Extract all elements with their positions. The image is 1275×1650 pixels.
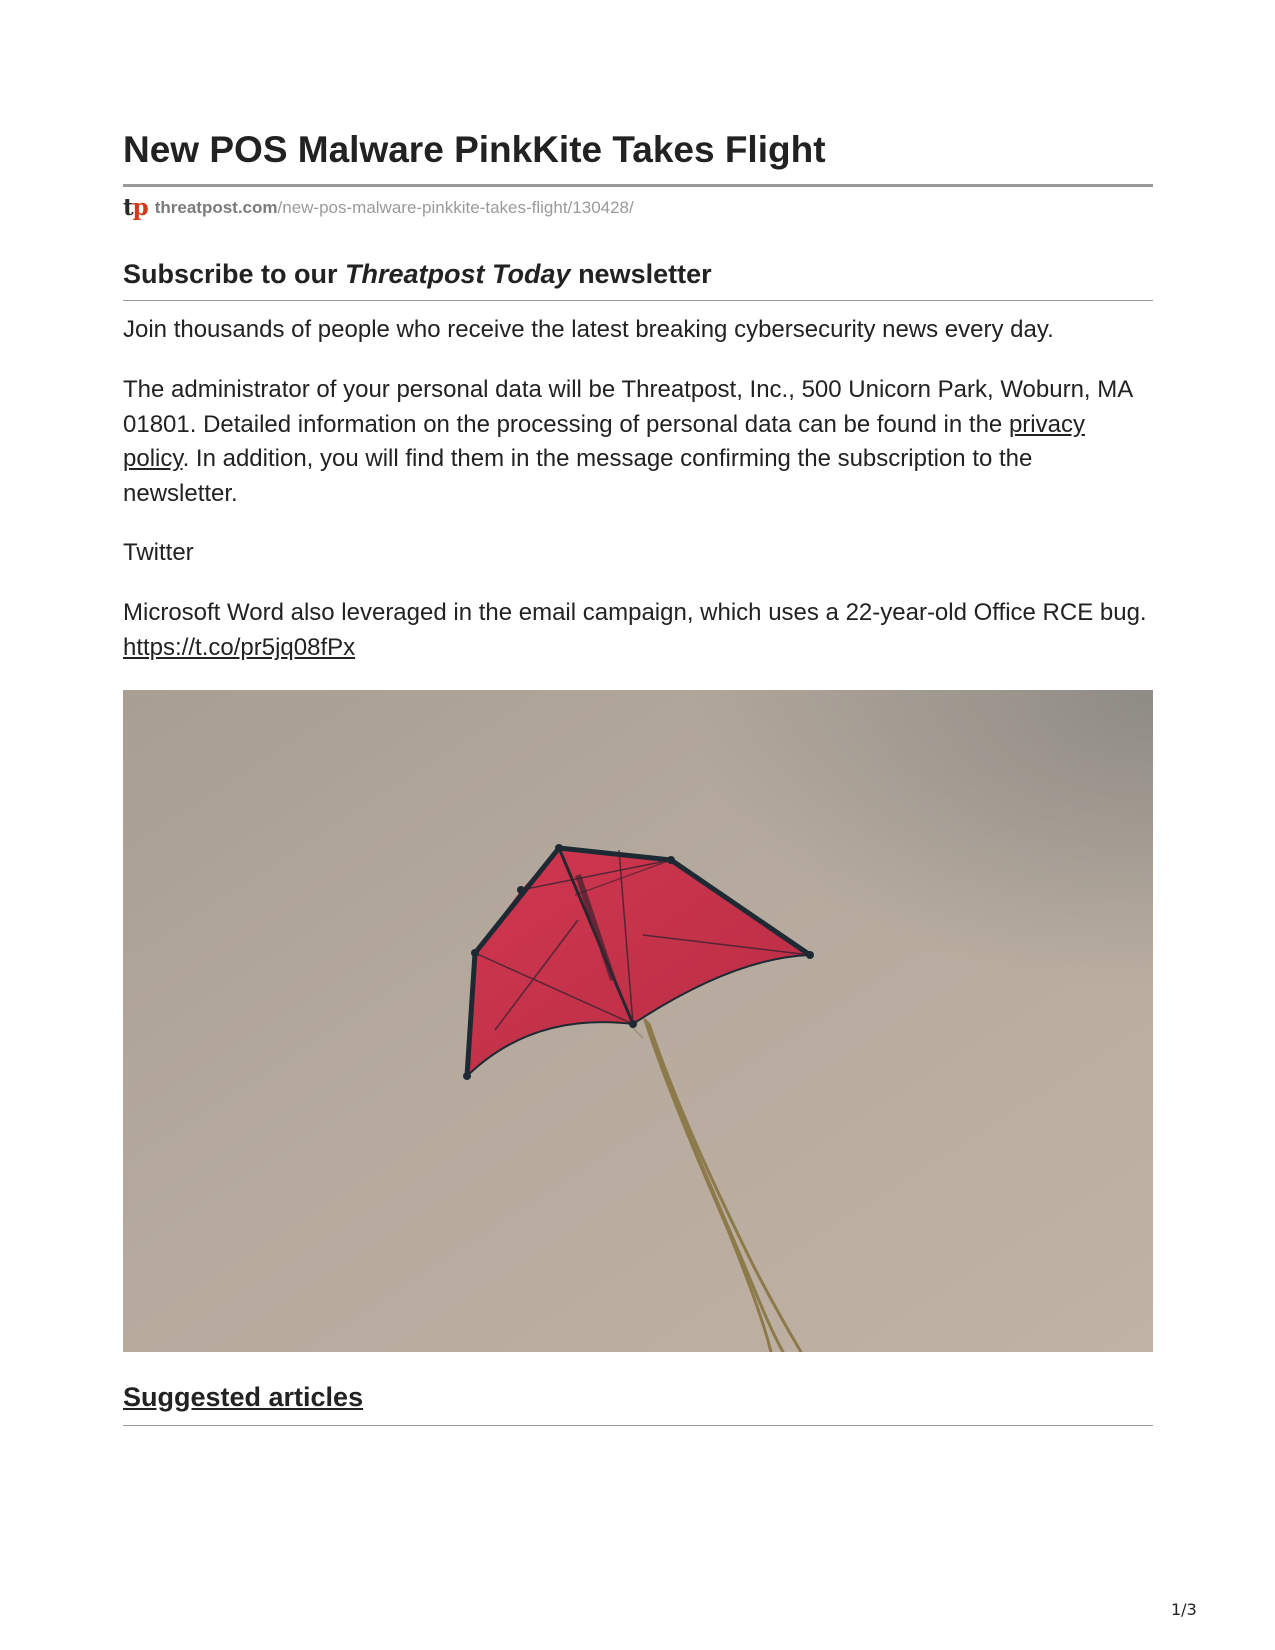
privacy-policy-link[interactable]: privacy policy (123, 410, 1085, 472)
title-divider (123, 184, 1153, 187)
source-url[interactable] (123, 195, 634, 221)
suggested-divider (123, 1425, 1153, 1426)
tweet-link[interactable]: https://t.co/pr5jq08fPx (123, 633, 356, 661)
twitter-label: Twitter (123, 539, 194, 566)
newsletter-heading (123, 257, 712, 291)
newsletter-heading-suffix: newsletter (570, 259, 712, 289)
privacy-paragraph: The administrator of your personal data will be Threatpost, Inc., 500 Unicorn Park, Woburn, MA 01801. Detailed information on the processing of personal data can be found in the privacy policy. In addition, you will find them in the message confirming the subscription to the newsletter. (123, 376, 1132, 507)
kite-illustration (123, 690, 1153, 1352)
newsletter-intro: Join thousands of people who receive the latest breaking cybersecurity news every day. (123, 316, 1054, 343)
newsletter-name: Threatpost Today (345, 259, 571, 289)
hero-image (123, 690, 1153, 1352)
tweet-text: Microsoft Word also leveraged in the email campaign, which uses a 22-year-old Office RCE bug. https://t.co/pr5jq08fPx (123, 599, 1147, 661)
newsletter-divider (123, 300, 1153, 301)
suggested-articles-heading[interactable]: Suggested articles (123, 1382, 364, 1412)
source-domain[interactable]: threatpost.com (154, 198, 278, 217)
newsletter-heading-prefix: Subscribe to our (123, 259, 346, 289)
threatpost-logo-icon: tp (123, 194, 148, 221)
page-number: 1/3 (1171, 1600, 1197, 1619)
source-path[interactable]: /new-pos-malware-pinkkite-takes-flight/130428/ (277, 198, 634, 217)
article-title: New POS Malware PinkKite Takes Flight (123, 129, 826, 170)
